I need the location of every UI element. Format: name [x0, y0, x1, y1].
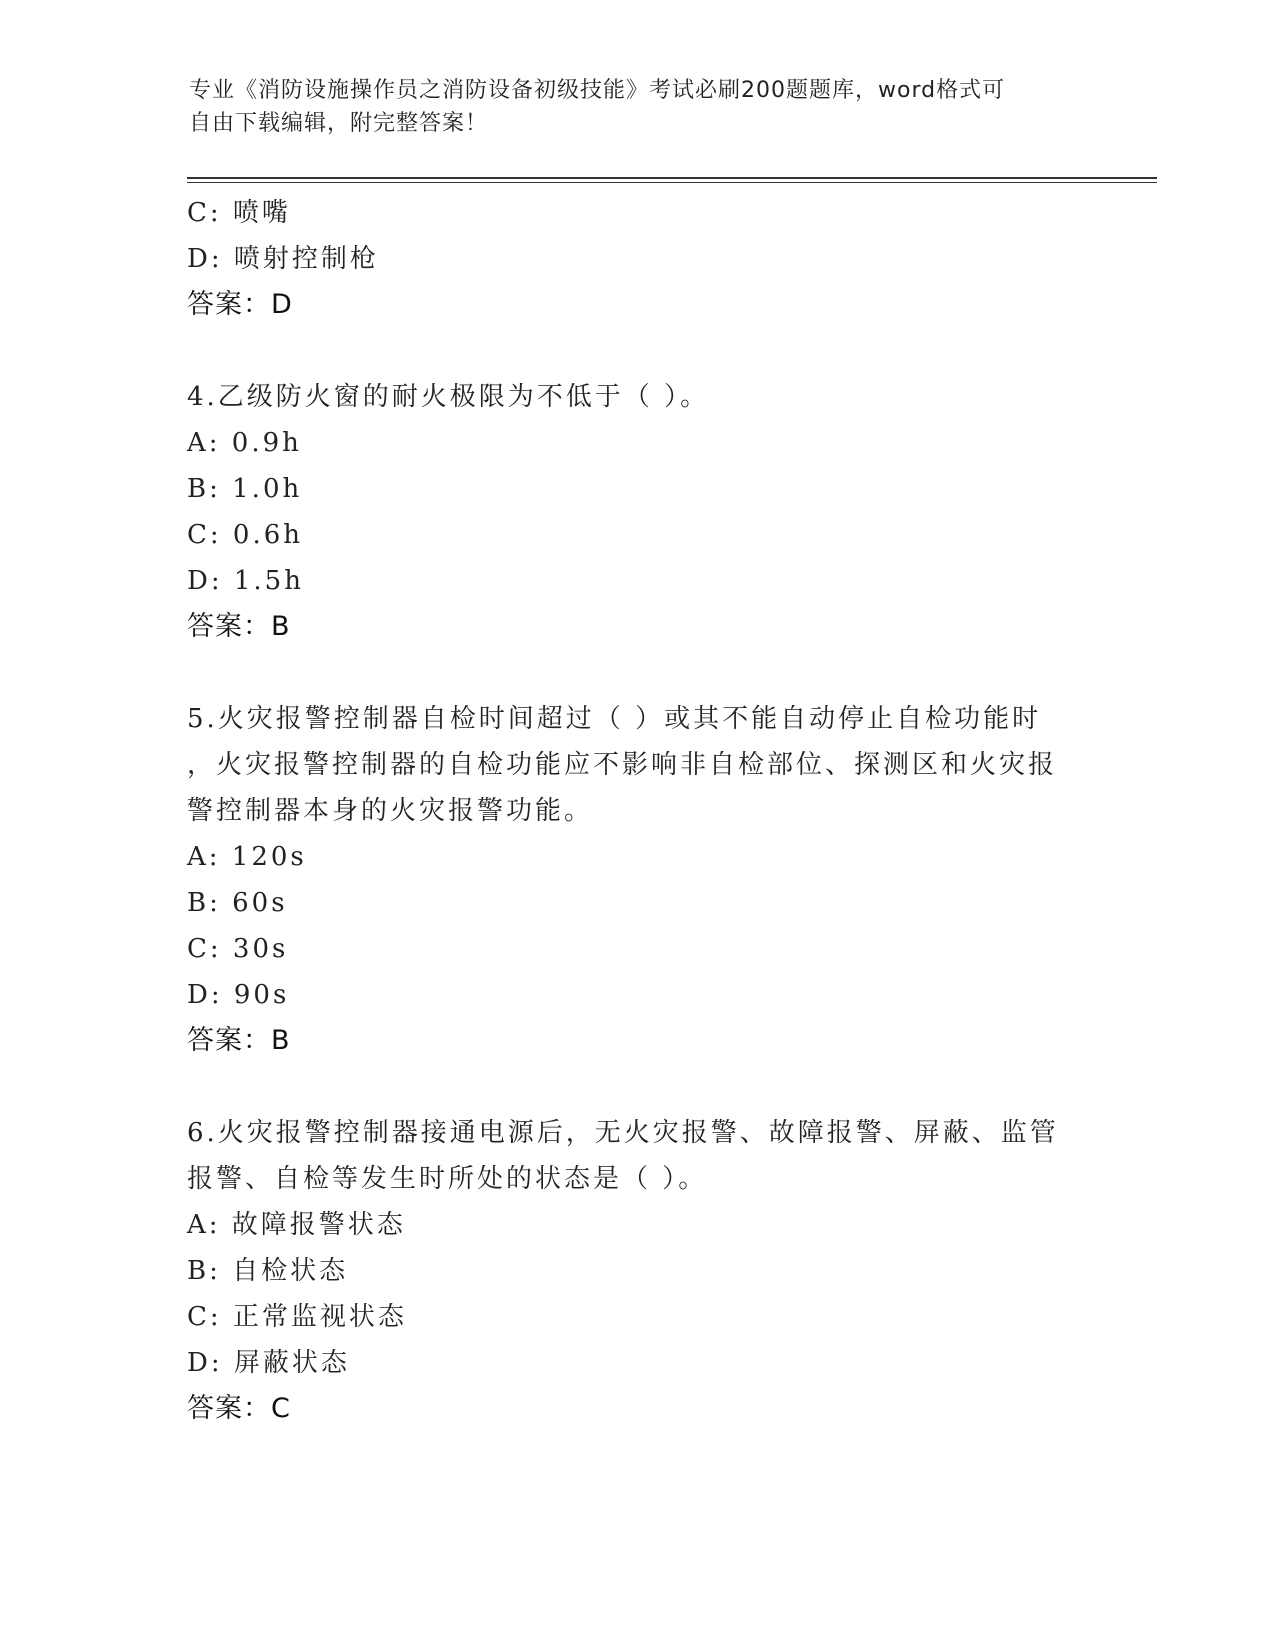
option-c: C: 30s	[187, 934, 289, 964]
option-d: D: 1.5h	[187, 566, 304, 596]
answer: 答案：C	[187, 1393, 291, 1424]
option-b: B: 60s	[187, 888, 288, 918]
header-divider-thin	[187, 182, 1157, 183]
option-d: D: 屏蔽状态	[187, 1348, 350, 1378]
document-body	[187, 190, 1067, 1432]
option-c: C: 正常监视状态	[187, 1302, 407, 1332]
question-stem: 警控制器本身的火灾报警功能。	[187, 796, 594, 826]
option-d: D: 90s	[187, 980, 290, 1010]
question-stem: 报警、自检等发生时所处的状态是（ ）。	[187, 1164, 708, 1194]
question-6	[187, 1110, 1067, 1432]
question-4	[187, 374, 1067, 650]
header-divider-thick	[187, 177, 1157, 179]
question-stem: 6.火灾报警控制器接通电源后，无火灾报警、故障报警、屏蔽、监管	[187, 1118, 1059, 1148]
option-a: A: 120s	[187, 842, 307, 872]
answer: 答案：D	[187, 289, 293, 320]
answer: 答案：B	[187, 611, 291, 642]
option-c: C: 喷嘴	[187, 198, 291, 228]
header-line-1: 专业《消防设施操作员之消防设备初级技能》考试必刷200题题库，word格式可	[189, 78, 1006, 103]
option-b: B: 自检状态	[187, 1256, 349, 1286]
question-stem: 4.乙级防火窗的耐火极限为不低于（ ）。	[187, 382, 710, 412]
option-d: D: 喷射控制枪	[187, 244, 379, 274]
question-stem: 5.火灾报警控制器自检时间超过（ ）或其不能自动停止自检功能时	[187, 704, 1042, 734]
header-line-2: 自由下载编辑，附完整答案！	[189, 111, 489, 136]
option-a: A: 故障报警状态	[187, 1210, 406, 1240]
answer: 答案：B	[187, 1025, 291, 1056]
question-5	[187, 696, 1067, 1064]
option-c: C: 0.6h	[187, 520, 304, 550]
document-header	[189, 74, 1069, 140]
option-a: A: 0.9h	[187, 428, 302, 458]
question-3-continued	[187, 190, 1067, 328]
option-b: B: 1.0h	[187, 474, 303, 504]
question-stem: ，火灾报警控制器的自检功能应不影响非自检部位、探测区和火灾报	[187, 750, 1058, 780]
